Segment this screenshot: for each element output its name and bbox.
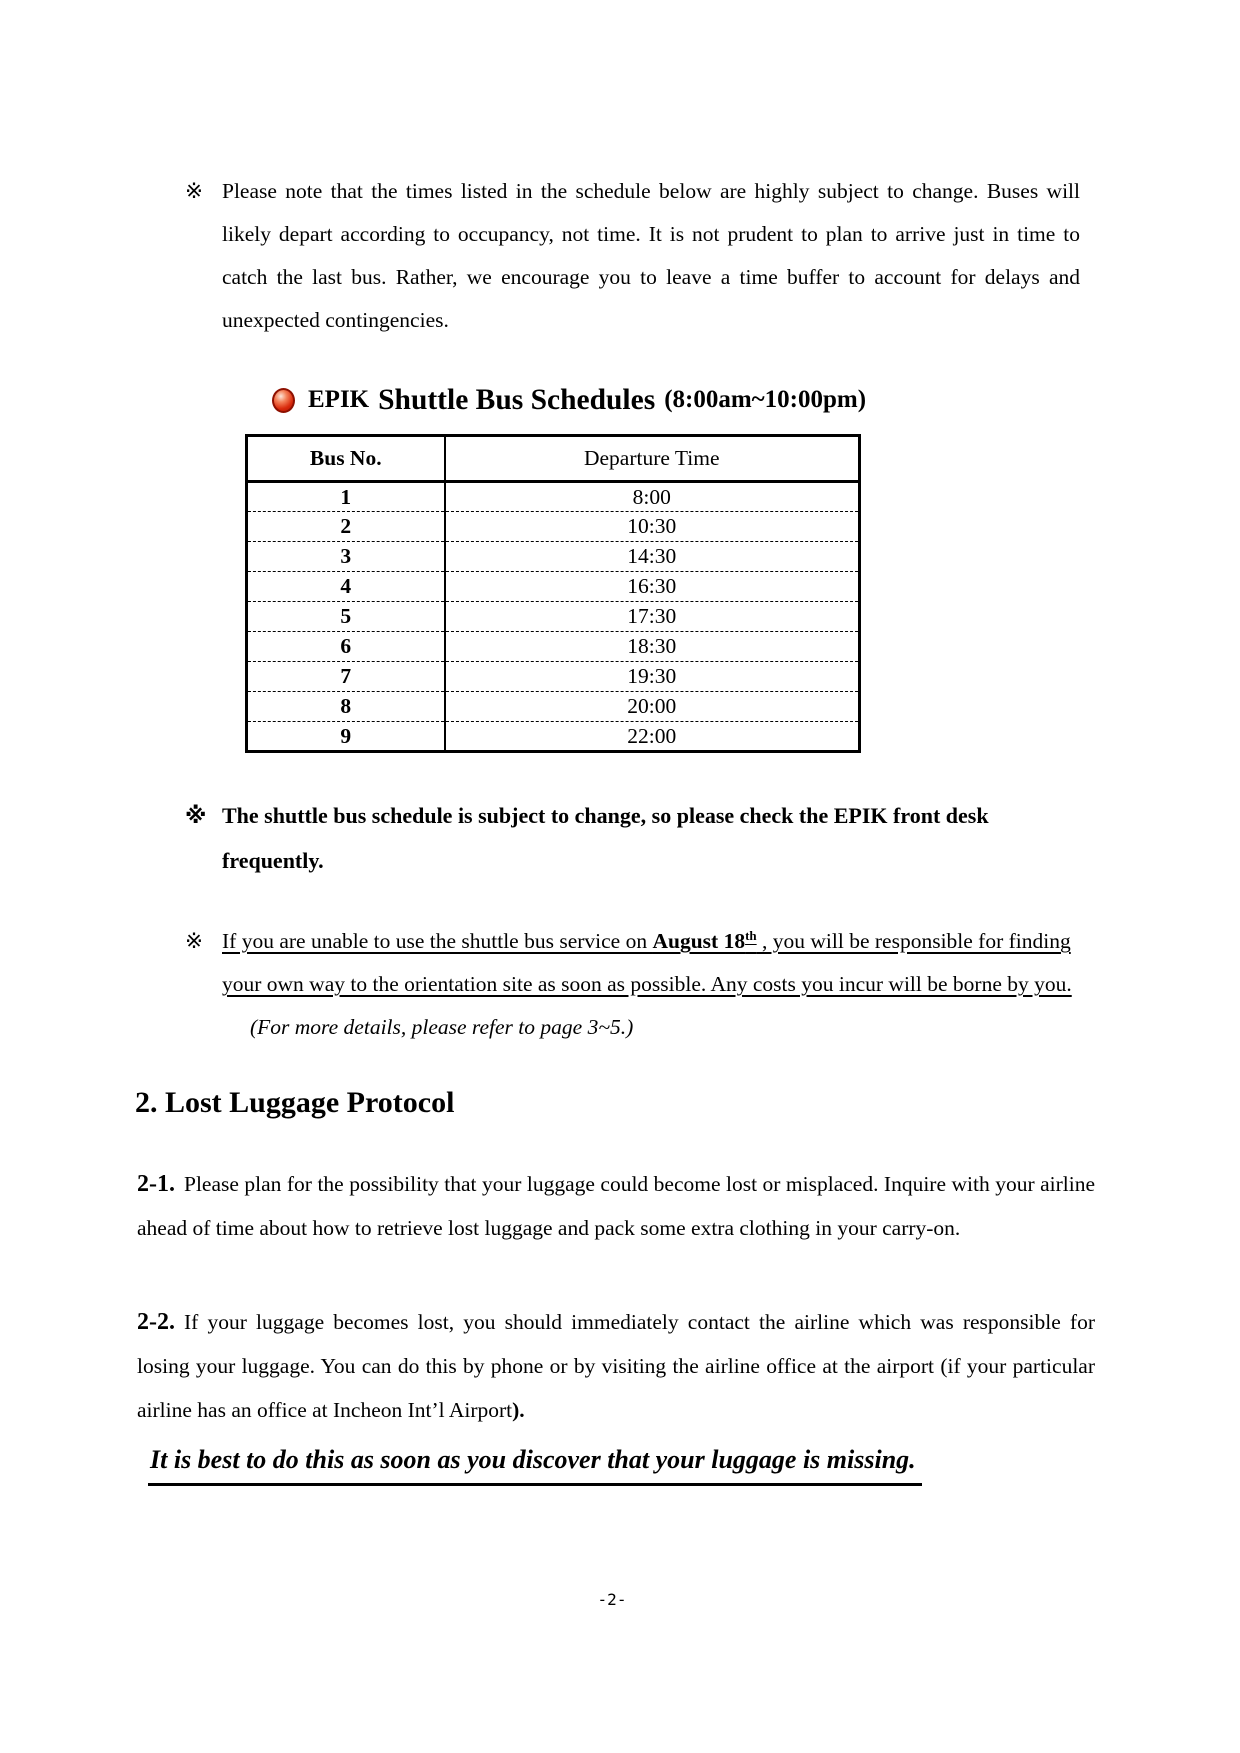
bus-no-cell: 4 (247, 572, 445, 602)
table-row (247, 662, 860, 692)
paragraph-2-2-label: 2-2. (137, 1309, 175, 1335)
departure-time-cell: 14:30 (445, 542, 860, 572)
departure-time-cell: 19:30 (445, 662, 860, 692)
table-row (247, 512, 860, 542)
table-row (247, 572, 860, 602)
departure-time-cell: 10:30 (445, 512, 860, 542)
reference-mark-icon: ※ (185, 929, 204, 953)
bus-no-cell: 5 (247, 602, 445, 632)
note-no-shuttle (185, 920, 1080, 1049)
departure-time-cell: 16:30 (445, 572, 860, 602)
departure-time-cell: 22:00 (445, 722, 860, 752)
departure-time-cell: 18:30 (445, 632, 860, 662)
reference-mark-icon: ※ (185, 179, 204, 203)
column-header-departure-time: Departure Time (445, 436, 860, 482)
paragraph-2-1-label: 2-1. (137, 1171, 175, 1197)
bus-no-cell: 3 (247, 542, 445, 572)
note-no-shuttle-underlined-text (222, 929, 1072, 996)
column-header-bus-no: Bus No. (247, 436, 445, 482)
paragraph-2-2-bold-suffix: ). (512, 1398, 525, 1422)
paragraph-2-2-text: If your luggage becomes lost, you should immediately contact the airline which was responsible for losing your luggage. You can do this by phone or by visiting the airline office at the airport (if your particular airline has an office at Incheon Int’l Airport (137, 1310, 1095, 1422)
schedule-heading-title: Shuttle Bus Schedules (378, 383, 656, 416)
schedule-heading-time-range: (8:00am~10:00pm) (664, 386, 867, 413)
bus-no-cell: 9 (247, 722, 445, 752)
note-schedule-change (185, 170, 1080, 342)
bus-no-cell: 8 (247, 692, 445, 722)
closing-note-text: It is best to do this as soon as you discover that your luggage is missing. (148, 1440, 922, 1486)
table-row (247, 722, 860, 752)
text-after-date: , you will be responsible for finding your own way to the orientation site as soon as possible. Any costs you incur will be borne by you. (222, 929, 1072, 996)
schedule-heading-prefix: EPIK (308, 386, 370, 413)
departure-time-cell: 8:00 (632, 484, 671, 509)
departure-time-cell: 20:00 (445, 692, 860, 722)
note-front-desk-text: The shuttle bus schedule is subject to change, so please check the EPIK front desk frequently. (222, 803, 989, 873)
aside-more-details: (For more details, please refer to page 3~5.) (250, 1015, 634, 1039)
paragraph-2-1-text: Please plan for the possibility that your luggage could become lost or misplaced. Inquire with your airline ahead of time about how to retrieve lost luggage and pack some extra clothing in your carry-on. (137, 1172, 1095, 1240)
closing-note (148, 1440, 1240, 1486)
section-heading-lost-luggage: 2. Lost Luggage Protocol (135, 1086, 455, 1119)
schedule-heading (272, 380, 1240, 420)
bus-no-cell: 6 (247, 632, 445, 662)
bus-schedule-table (245, 434, 861, 753)
table-row (247, 692, 860, 722)
table-row (247, 602, 860, 632)
table-row (247, 542, 860, 572)
bus-no-cell: 1 (247, 482, 445, 512)
reference-mark-icon: ※ (185, 803, 207, 828)
red-circle-bullet-icon (272, 388, 295, 413)
paragraph-2-2 (137, 1300, 1095, 1432)
table-row (247, 632, 860, 662)
table-header-row (247, 436, 860, 482)
date-bold: August 18 (652, 929, 746, 953)
departure-time-cell: 17:30 (445, 602, 860, 632)
table-row (247, 482, 860, 512)
note-front-desk (185, 793, 1080, 883)
text-before-date: If you are unable to use the shuttle bus service on (222, 929, 653, 953)
bus-no-cell: 2 (247, 512, 445, 542)
paragraph-2-1 (137, 1162, 1095, 1250)
bus-no-cell: 7 (247, 662, 445, 692)
date-superscript: th (745, 927, 757, 943)
page-number: -2- (597, 1590, 627, 1609)
note-schedule-change-text: Please note that the times listed in the schedule below are highly subject to change. Buses will likely depart according to occupancy, not time. It is not prudent to plan to arrive just in time to catch the last bus. Rather, we encourage you to leave a time buffer to account for delays and unexpected contingencies. (222, 179, 1080, 332)
